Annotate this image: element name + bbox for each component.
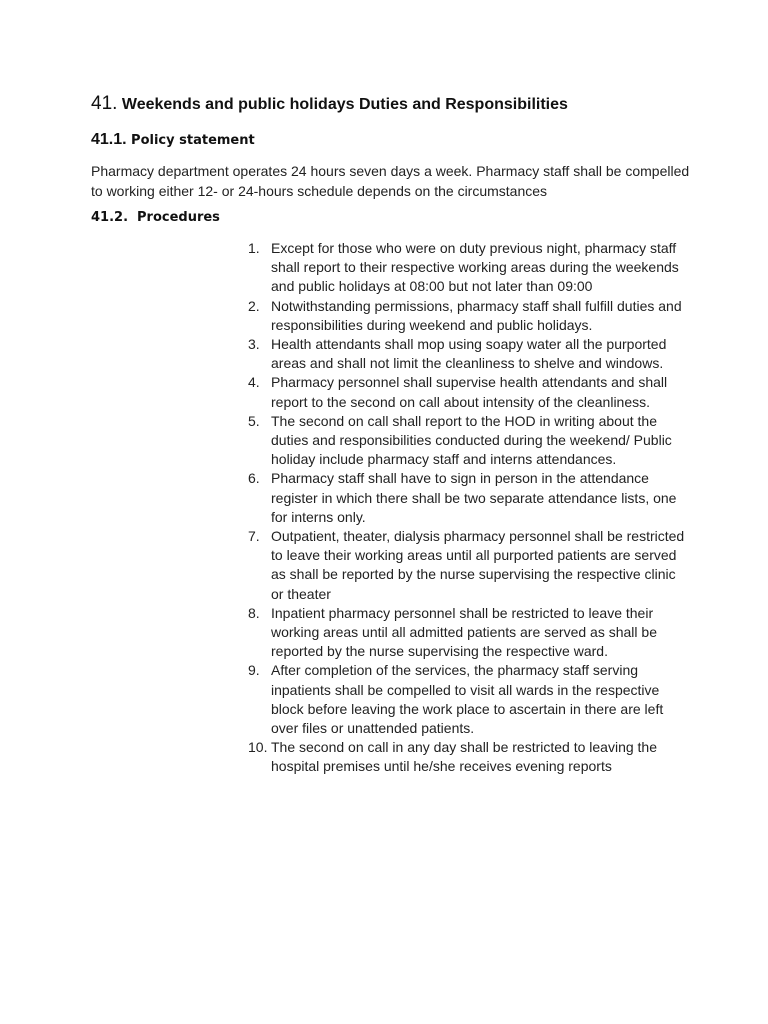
list-item-text: Pharmacy staff shall have to sign in person in the attendance register in which there shall be two separate attendance lists, one for interns only. (271, 470, 677, 525)
list-item (248, 373, 688, 411)
policy-statement-text: Pharmacy department operates 24 hours seven days a week. Pharmacy staff shall be compelled to working either 12- or 24-hours schedule depends on the circumstances (91, 163, 690, 199)
policy-heading (91, 131, 255, 149)
procedures-heading (91, 210, 220, 225)
list-item (248, 335, 688, 373)
list-item (248, 297, 688, 335)
policy-number: 41.1. (91, 131, 127, 148)
list-marker: 3. (248, 336, 260, 353)
list-item-text: Notwithstanding permissions, pharmacy staff shall fulfill duties and responsibilities during weekend and public holidays. (271, 297, 682, 333)
list-item-text: Health attendants shall mop using soapy water all the purported areas and shall not limit the cleanliness to shelve and windows. (271, 336, 667, 372)
procedures-number: 41.2. (91, 210, 129, 225)
list-marker: 9. (248, 662, 260, 679)
list-marker: 7. (248, 528, 260, 545)
list-item (248, 661, 688, 738)
list-item (248, 412, 688, 470)
list-marker: 8. (248, 604, 260, 621)
list-item (248, 239, 688, 297)
policy-title: Policy statement (131, 133, 255, 148)
list-marker: 5. (248, 412, 260, 429)
list-item (248, 469, 688, 527)
list-item-text: Inpatient pharmacy personnel shall be restricted to leave their working areas until all admitted patients are served as shall be reported by the nurse supervising the respective ward. (271, 604, 657, 660)
section-heading (91, 93, 568, 115)
list-marker: 2. (248, 297, 260, 314)
procedures-title: Procedures (137, 210, 220, 225)
list-marker: 6. (248, 470, 260, 487)
list-item-text: Pharmacy personnel shall supervise health attendants and shall report to the second on call about intensity of the cleanliness. (271, 374, 668, 410)
list-item-text: Outpatient, theater, dialysis pharmacy personnel shall be restricted to leave their working areas until all purported patients are served as shall be reported by the nurse supervising the respective clinic or theater (271, 528, 685, 602)
procedures-list (248, 239, 688, 777)
list-item (248, 604, 688, 662)
list-item-text: After completion of the services, the pharmacy staff serving inpatients shall be compelled to visit all wards in the respective block before leaving the work place to ascertain in there are left over files or unattended patients. (271, 662, 664, 737)
list-marker: 4. (248, 374, 260, 391)
list-marker: 1. (248, 240, 260, 256)
list-item (248, 738, 688, 776)
list-marker: 10. (248, 739, 268, 756)
list-item-text: Except for those who were on duty previous night, pharmacy staff shall report to their respective working areas during the weekends and public holidays at 08:00 but not later than 09:00 (271, 240, 679, 295)
section-number: 41. (91, 93, 118, 114)
list-item (248, 527, 688, 604)
section-title: Weekends and public holidays Duties and Responsibilities (121, 96, 568, 113)
list-item-text: The second on call shall report to the HOD in writing about the duties and responsibilities conducted during the weekend/ Public holiday include pharmacy staff and interns attendances. (271, 412, 672, 468)
list-item-text: The second on call in any day shall be restricted to leaving the hospital premises until he/she receives evening reports (271, 739, 658, 775)
